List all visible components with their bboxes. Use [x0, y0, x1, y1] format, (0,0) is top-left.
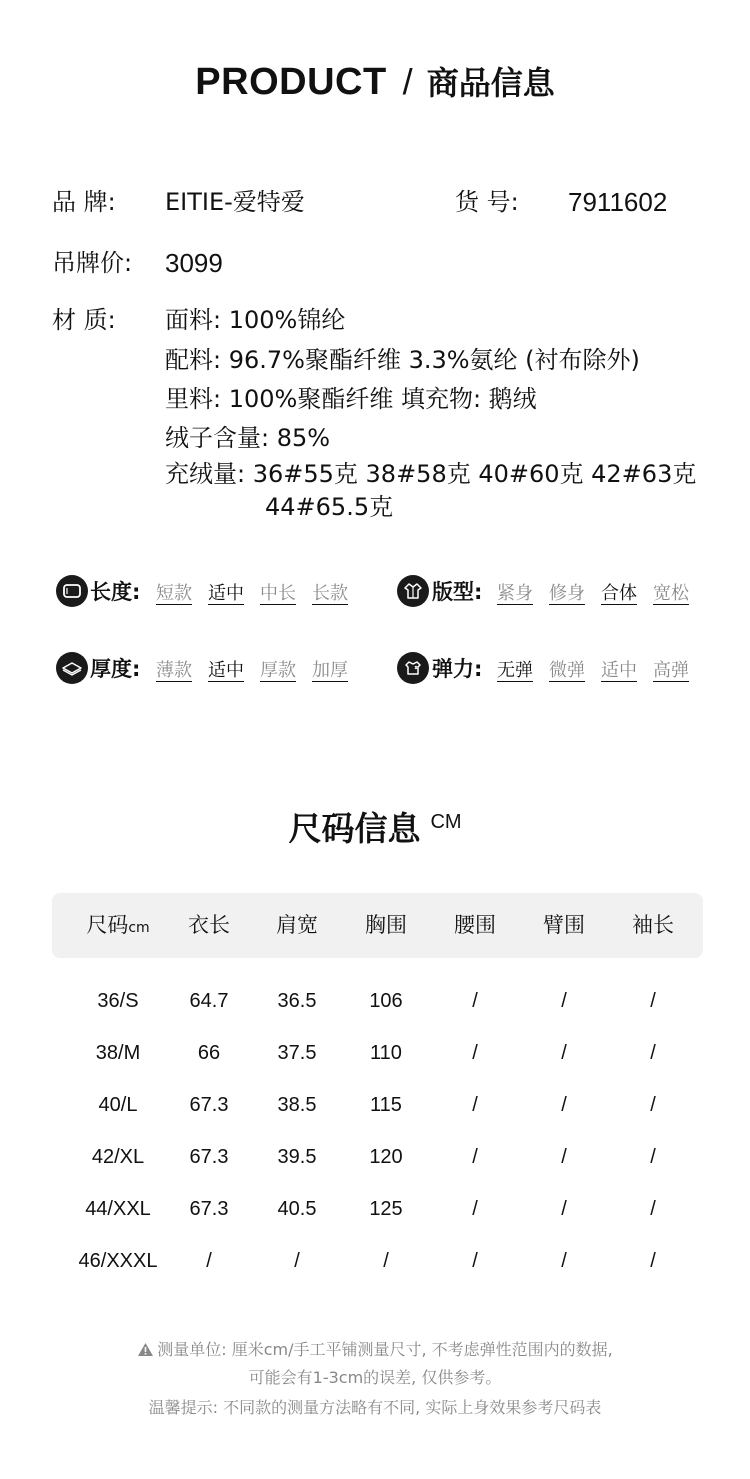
header-size-label: 尺码 — [86, 913, 129, 937]
table-row — [52, 1079, 703, 1131]
cell-length: 67.3 — [189, 1094, 229, 1116]
option-thickness-thick: 厚款 — [260, 660, 296, 681]
fit-icon — [397, 575, 429, 607]
option-thickness-medium: 适中 — [208, 660, 244, 681]
material-line-fabric: 面料: 100%锦纶 — [165, 306, 346, 334]
title-english: PRODUCT — [195, 61, 387, 103]
option-fit-loose: 宽松 — [653, 583, 689, 604]
cell-chest: 115 — [370, 1094, 402, 1116]
table-row — [52, 1183, 703, 1235]
table-row — [52, 1131, 703, 1183]
size-title-unit: CM — [430, 811, 462, 833]
material-line-trim: 配料: 96.7%聚酯纤维 3.3%氨纶 (衬布除外) — [165, 346, 640, 374]
material-label: 材 质: — [52, 306, 116, 334]
cell-sleeve: / — [650, 1146, 656, 1168]
cell-shoulder: 38.5 — [277, 1094, 317, 1116]
cell-waist: / — [472, 1198, 478, 1220]
tag-price-label: 吊牌价: — [52, 249, 133, 277]
cell-chest: 120 — [369, 1146, 403, 1168]
option-elasticity-high: 高弹 — [653, 660, 689, 681]
table-row — [52, 1027, 703, 1079]
option-elasticity-slight: 微弹 — [549, 660, 585, 681]
header-waist: 腰围 — [454, 913, 496, 937]
measurement-note-line1 — [0, 1337, 750, 1360]
table-row — [52, 975, 703, 1027]
attribute-thickness-options — [156, 656, 348, 682]
measurement-note-line2: 可能会有1-3cm的误差, 仅供参考。 — [248, 1368, 502, 1387]
cell-size: 42/XL — [91, 1146, 145, 1168]
tip-note: 温馨提示: 不同款的测量方法略有不同, 实际上身效果参考尺码表 — [148, 1398, 602, 1417]
header-size — [74, 893, 162, 958]
cell-shoulder: 37.5 — [277, 1042, 317, 1064]
option-length-medium: 适中 — [208, 583, 244, 604]
cell-sleeve: / — [650, 1042, 656, 1064]
page-title — [0, 58, 750, 104]
attribute-length-options — [156, 579, 348, 605]
cell-chest: / — [383, 1250, 389, 1272]
cell-length: 66 — [197, 1042, 221, 1064]
attribute-fit-label: 版型: — [432, 580, 483, 604]
header-size-unit: cm — [128, 920, 150, 936]
option-length-short: 短款 — [156, 583, 192, 604]
material-line-lining: 里料: 100%聚酯纤维 填充物: 鹅绒 — [165, 385, 537, 413]
header-arm: 臂围 — [543, 913, 585, 937]
table-row — [52, 1235, 703, 1287]
fill-weight-line: 充绒量: 36#55克 38#58克 40#60克 42#63克 — [165, 460, 697, 488]
option-elasticity-medium: 适中 — [601, 660, 637, 681]
cell-sleeve: / — [650, 1094, 656, 1116]
cell-sleeve: / — [650, 1198, 656, 1220]
cell-length: 67.3 — [189, 1146, 229, 1168]
header-length: 衣长 — [188, 913, 230, 937]
cell-arm: / — [561, 1146, 567, 1168]
cell-chest: 110 — [370, 1042, 402, 1064]
sku-value: 7911602 — [568, 187, 668, 217]
cell-size: 46/XXXL — [78, 1250, 158, 1272]
cell-waist: / — [472, 1250, 478, 1272]
warning-icon — [137, 1342, 154, 1357]
attribute-length — [56, 575, 386, 609]
cell-sleeve: / — [650, 1250, 656, 1272]
option-thickness-extra-thick: 加厚 — [312, 660, 348, 681]
attribute-elasticity — [397, 652, 727, 686]
cell-arm: / — [561, 990, 567, 1012]
attribute-thickness — [56, 652, 386, 686]
option-fit-tight: 紧身 — [497, 583, 533, 604]
attribute-elasticity-label: 弹力: — [432, 657, 483, 681]
cell-shoulder: 40.5 — [277, 1198, 317, 1220]
cell-arm: / — [561, 1094, 567, 1116]
title-chinese: 商品信息 — [426, 64, 555, 102]
cell-shoulder: / — [294, 1250, 300, 1272]
header-chest: 胸围 — [365, 913, 407, 937]
title-divider: / — [402, 61, 413, 102]
cell-length: 64.7 — [189, 990, 229, 1012]
cell-arm: / — [561, 1250, 567, 1272]
cell-length: / — [206, 1250, 212, 1272]
cell-size: 44/XXL — [85, 1198, 151, 1220]
cell-chest: 106 — [369, 990, 403, 1012]
option-elasticity-none: 无弹 — [497, 660, 533, 681]
cell-waist: / — [472, 1094, 478, 1116]
cell-length: 67.3 — [189, 1198, 229, 1220]
cell-shoulder: 36.5 — [277, 990, 317, 1012]
header-shoulder: 肩宽 — [276, 913, 318, 937]
attribute-fit — [397, 575, 727, 609]
fill-weight-line-cont: 44#65.5克 — [265, 493, 394, 521]
cell-size: 36/S — [97, 990, 139, 1012]
thickness-icon — [56, 652, 88, 684]
cell-size: 40/L — [98, 1094, 138, 1116]
attribute-elasticity-options — [497, 656, 689, 682]
brand-label: 品 牌: — [52, 188, 116, 216]
size-table-header — [52, 893, 703, 958]
brand-value: EITIE-爱特爱 — [165, 188, 305, 216]
cell-shoulder: 39.5 — [277, 1146, 317, 1168]
cell-sleeve: / — [650, 990, 656, 1012]
attribute-length-label: 长度: — [90, 580, 141, 604]
material-row — [0, 304, 750, 338]
cell-size: 38/M — [95, 1042, 141, 1064]
length-icon — [56, 575, 88, 607]
header-sleeve: 袖长 — [632, 913, 674, 937]
option-length-long: 长款 — [312, 583, 348, 604]
size-title-text: 尺码信息 — [288, 809, 421, 848]
tag-price-row — [0, 247, 750, 281]
cell-chest: 125 — [369, 1198, 403, 1220]
attribute-fit-options — [497, 579, 689, 605]
measurement-note-text: 测量单位: 厘米cm/手工平铺测量尺寸, 不考虑弹性范围内的数据, — [157, 1340, 613, 1359]
cell-waist: / — [472, 1042, 478, 1064]
cell-waist: / — [472, 990, 478, 1012]
cell-arm: / — [561, 1198, 567, 1220]
brand-row — [0, 186, 750, 220]
attribute-thickness-label: 厚度: — [90, 657, 141, 681]
size-section-title — [0, 803, 750, 850]
option-fit-slim: 修身 — [549, 583, 585, 604]
elasticity-icon — [397, 652, 429, 684]
tag-price-value: 3099 — [165, 248, 223, 278]
cell-arm: / — [561, 1042, 567, 1064]
cell-waist: / — [472, 1146, 478, 1168]
sku-label: 货 号: — [455, 188, 519, 216]
option-fit-regular: 合体 — [601, 583, 637, 604]
option-length-mid-long: 中长 — [260, 583, 296, 604]
down-content-line: 绒子含量: 85% — [165, 424, 331, 452]
option-thickness-thin: 薄款 — [156, 660, 192, 681]
